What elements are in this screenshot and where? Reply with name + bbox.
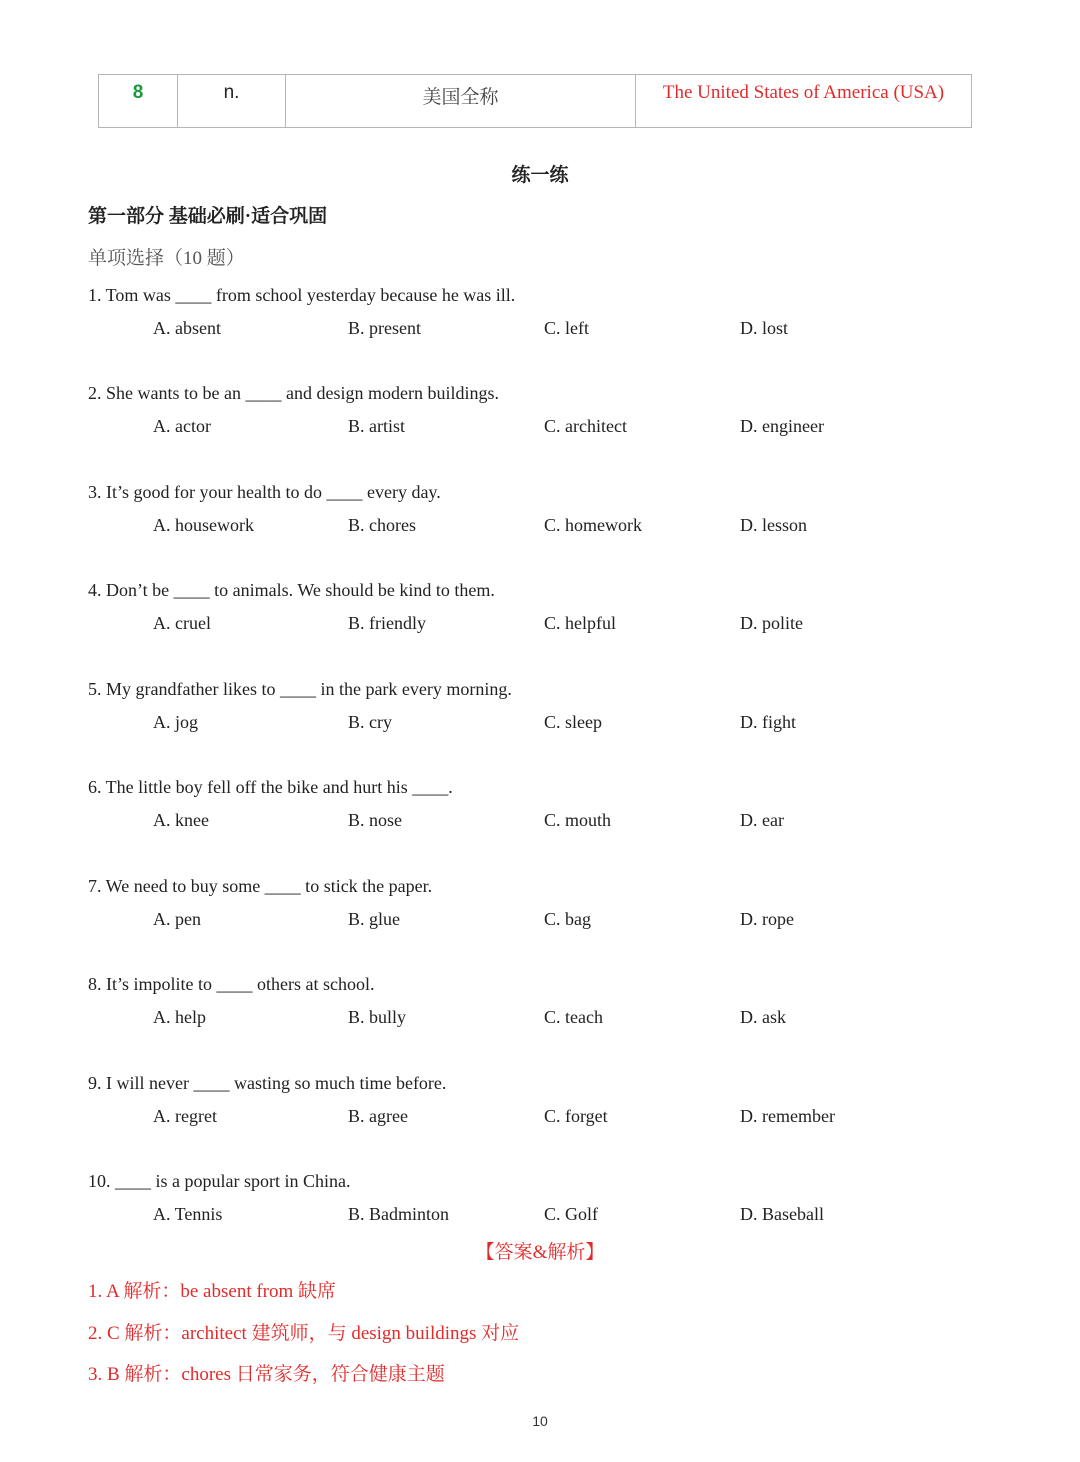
question-stem: 8. It’s impolite to ____ others at school. (88, 974, 375, 994)
question-item (88, 1167, 988, 1228)
option-row (88, 905, 988, 933)
question-stem: 4. Don’t be ____ to animals. We should be kind to them. (88, 580, 495, 600)
vocabulary-row (99, 75, 972, 128)
question-item (88, 379, 988, 440)
option-a: A. jog (153, 712, 198, 732)
question-stem: 2. She wants to be an ____ and design modern buildings. (88, 383, 499, 403)
option-row (88, 412, 988, 440)
question-item (88, 576, 988, 637)
page-title: 练一练 (511, 165, 569, 186)
option-row (88, 609, 988, 637)
question-item (88, 872, 988, 933)
option-a: A. knee (153, 810, 209, 830)
option-c: C. left (544, 318, 589, 338)
option-d: D. remember (740, 1106, 835, 1126)
option-row (88, 1102, 988, 1130)
option-c: C. architect (544, 416, 627, 436)
option-b: B. bully (348, 1007, 407, 1027)
option-c: C. teach (544, 1007, 603, 1027)
question-stem: 5. My grandfather likes to ____ in the park every morning. (88, 679, 512, 699)
question-item (88, 1069, 988, 1130)
question-stem: 9. I will never ____ wasting so much time before. (88, 1073, 447, 1093)
option-c: C. Golf (544, 1204, 598, 1224)
option-c: C. helpful (544, 613, 616, 633)
question-stem: 3. It’s good for your health to do ____ every day. (88, 482, 441, 502)
option-c: C. bag (544, 909, 591, 929)
answer-section-title: 【答案&解析】 (475, 1242, 605, 1263)
option-d: D. ear (740, 810, 784, 830)
option-b: B. present (348, 318, 421, 338)
option-b: B. artist (348, 416, 405, 436)
question-stem: 6. The little boy fell off the bike and hurt his ____. (88, 777, 453, 797)
vocab-english-term: The United States of America (USA) (636, 75, 972, 128)
option-a: A. regret (153, 1106, 217, 1126)
option-b: B. nose (348, 810, 402, 830)
option-row (88, 708, 988, 736)
question-item (88, 675, 988, 736)
option-d: D. polite (740, 613, 803, 633)
option-c: C. sleep (544, 712, 602, 732)
answer-line: 2. C 解析：architect 建筑师，与 design buildings 对应 (88, 1323, 520, 1344)
question-type-heading: 单项选择（10 题） (88, 248, 245, 269)
question-item (88, 478, 988, 539)
option-a: A. help (153, 1007, 206, 1027)
option-row (88, 511, 988, 539)
vocab-chinese-meaning: 美国全称 (286, 75, 636, 128)
answer-line: 1. A 解析：be absent from 缺席 (88, 1281, 337, 1302)
option-d: D. lesson (740, 515, 807, 535)
option-a: A. housework (153, 515, 254, 535)
option-a: A. cruel (153, 613, 211, 633)
answer-line: 3. B 解析：chores 日常家务，符合健康主题 (88, 1364, 445, 1385)
option-d: D. ask (740, 1007, 786, 1027)
option-c: C. homework (544, 515, 642, 535)
option-c: C. mouth (544, 810, 612, 830)
vocab-number: 8 (99, 75, 178, 128)
option-b: B. Badminton (348, 1204, 450, 1224)
option-a: A. absent (153, 318, 221, 338)
question-item (88, 970, 988, 1031)
option-b: B. chores (348, 515, 416, 535)
option-a: A. pen (153, 909, 201, 929)
option-row (88, 1003, 988, 1031)
option-d: D. engineer (740, 416, 824, 436)
option-row (88, 314, 988, 342)
question-item (88, 281, 988, 342)
option-d: D. lost (740, 318, 789, 338)
section-heading: 第一部分 基础必刷·适合巩固 (88, 206, 328, 227)
option-a: A. actor (153, 416, 211, 436)
option-row (88, 806, 988, 834)
question-stem: 10. ____ is a popular sport in China. (88, 1171, 351, 1191)
option-b: B. glue (348, 909, 400, 929)
option-b: B. friendly (348, 613, 426, 633)
vocab-part-of-speech: n. (178, 75, 286, 128)
option-d: D. Baseball (740, 1204, 824, 1224)
question-stem: 7. We need to buy some ____ to stick the paper. (88, 876, 433, 896)
vocabulary-table (98, 74, 972, 128)
option-b: B. cry (348, 712, 392, 732)
option-row (88, 1200, 988, 1228)
option-c: C. forget (544, 1106, 608, 1126)
page-number: 10 (532, 1413, 548, 1429)
option-d: D. rope (740, 909, 794, 929)
question-stem: 1. Tom was ____ from school yesterday because he was ill. (88, 285, 516, 305)
option-a: A. Tennis (153, 1204, 223, 1224)
question-item (88, 773, 988, 834)
option-d: D. fight (740, 712, 796, 732)
option-b: B. agree (348, 1106, 408, 1126)
